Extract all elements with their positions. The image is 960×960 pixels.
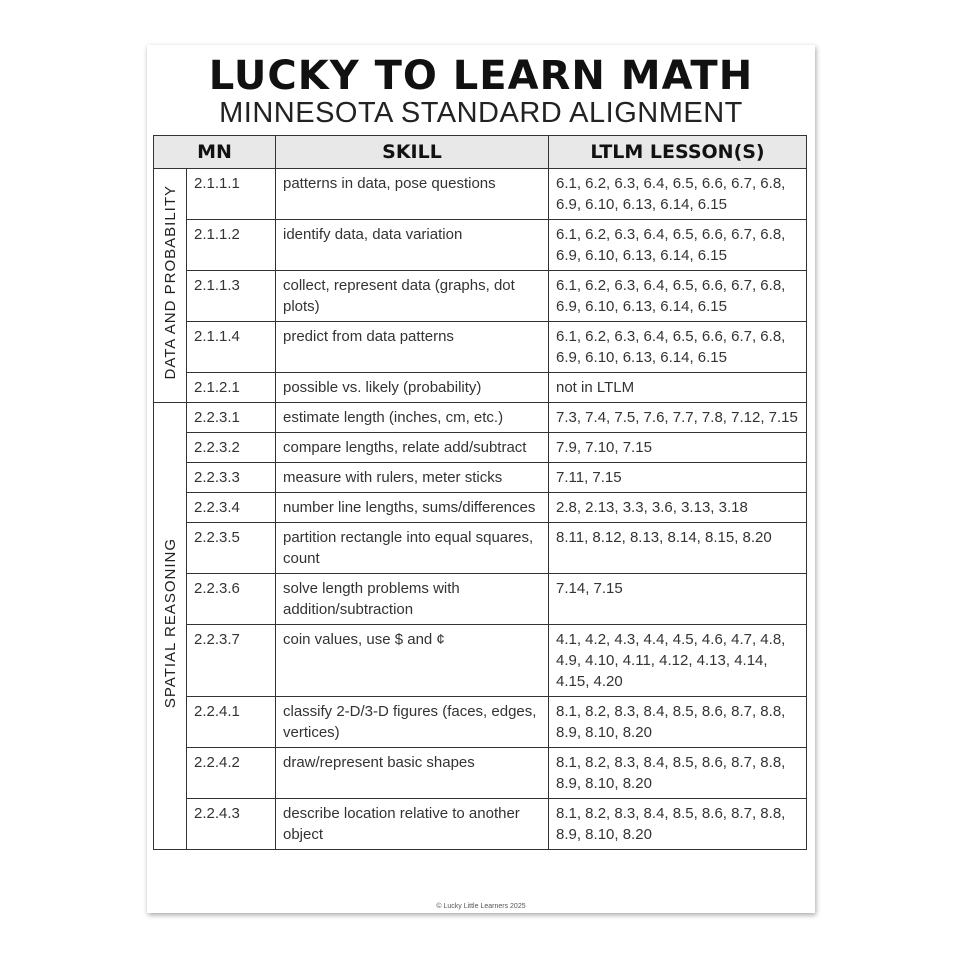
standard-code: 2.1.1.2 (187, 220, 276, 271)
standard-code: 2.2.4.2 (187, 748, 276, 799)
table-row (154, 574, 807, 625)
table-row (154, 169, 807, 220)
document-page (147, 45, 815, 913)
lesson-list: 8.11, 8.12, 8.13, 8.14, 8.15, 8.20 (549, 523, 807, 574)
standard-code: 2.2.3.1 (187, 403, 276, 433)
skill-description: measure with rulers, meter sticks (276, 463, 549, 493)
lesson-list: 6.1, 6.2, 6.3, 6.4, 6.5, 6.6, 6.7, 6.8, 6.9, 6.10, 6.13, 6.14, 6.15 (549, 169, 807, 220)
standard-code: 2.1.1.4 (187, 322, 276, 373)
table-row (154, 697, 807, 748)
header-skill: SKILL (276, 136, 549, 169)
table-row (154, 799, 807, 850)
skill-description: collect, represent data (graphs, dot plots) (276, 271, 549, 322)
skill-description: patterns in data, pose questions (276, 169, 549, 220)
table-row (154, 433, 807, 463)
standard-code: 2.2.4.1 (187, 697, 276, 748)
skill-description: solve length problems with addition/subtraction (276, 574, 549, 625)
table-row (154, 463, 807, 493)
standard-code: 2.2.3.6 (187, 574, 276, 625)
standard-code: 2.2.3.7 (187, 625, 276, 697)
table-row (154, 322, 807, 373)
skill-description: predict from data patterns (276, 322, 549, 373)
skill-description: identify data, data variation (276, 220, 549, 271)
lesson-list: 6.1, 6.2, 6.3, 6.4, 6.5, 6.6, 6.7, 6.8, 6.9, 6.10, 6.13, 6.14, 6.15 (549, 322, 807, 373)
skill-description: possible vs. likely (probability) (276, 373, 549, 403)
standard-code: 2.1.1.3 (187, 271, 276, 322)
skill-description: classify 2-D/3-D figures (faces, edges, vertices) (276, 697, 549, 748)
lesson-list: 7.9, 7.10, 7.15 (549, 433, 807, 463)
skill-description: estimate length (inches, cm, etc.) (276, 403, 549, 433)
page-subtitle: MINNESOTA STANDARD ALIGNMENT (219, 97, 743, 129)
group-label-cell (154, 403, 187, 850)
table-row (154, 220, 807, 271)
lesson-list: 2.8, 2.13, 3.3, 3.6, 3.13, 3.18 (549, 493, 807, 523)
standard-code: 2.2.3.2 (187, 433, 276, 463)
standard-code: 2.2.3.3 (187, 463, 276, 493)
alignment-table (153, 135, 807, 850)
page-title: LUCKY TO LEARN MATH (208, 53, 754, 99)
standard-code: 2.1.1.1 (187, 169, 276, 220)
skill-description: coin values, use $ and ¢ (276, 625, 549, 697)
table-row (154, 493, 807, 523)
table-row (154, 523, 807, 574)
header-lessons: LTLM LESSON(S) (549, 136, 807, 169)
lesson-list: 7.11, 7.15 (549, 463, 807, 493)
table-header-row (154, 136, 807, 169)
table-body (154, 169, 807, 850)
table-row (154, 271, 807, 322)
copyright-footer: © Lucky Little Learners 2025 (436, 903, 526, 910)
standard-code: 2.2.4.3 (187, 799, 276, 850)
standard-code: 2.1.2.1 (187, 373, 276, 403)
lesson-list: 7.3, 7.4, 7.5, 7.6, 7.7, 7.8, 7.12, 7.15 (549, 403, 807, 433)
group-label-cell (154, 169, 187, 403)
lesson-list: 8.1, 8.2, 8.3, 8.4, 8.5, 8.6, 8.7, 8.8, 8.9, 8.10, 8.20 (549, 799, 807, 850)
standard-code: 2.2.3.5 (187, 523, 276, 574)
skill-description: partition rectangle into equal squares, count (276, 523, 549, 574)
table-row (154, 748, 807, 799)
lesson-list: 6.1, 6.2, 6.3, 6.4, 6.5, 6.6, 6.7, 6.8, 6.9, 6.10, 6.13, 6.14, 6.15 (549, 220, 807, 271)
lesson-list: 8.1, 8.2, 8.3, 8.4, 8.5, 8.6, 8.7, 8.8, 8.9, 8.10, 8.20 (549, 748, 807, 799)
skill-description: describe location relative to another object (276, 799, 549, 850)
standard-code: 2.2.3.4 (187, 493, 276, 523)
group-label: SPATIAL REASONING (161, 537, 179, 709)
group-label: DATA AND PROBABILITY (161, 185, 179, 380)
lesson-list: 4.1, 4.2, 4.3, 4.4, 4.5, 4.6, 4.7, 4.8, 4.9, 4.10, 4.11, 4.12, 4.13, 4.14, 4.15, 4.20 (549, 625, 807, 697)
skill-description: draw/represent basic shapes (276, 748, 549, 799)
skill-description: number line lengths, sums/differences (276, 493, 549, 523)
lesson-list: not in LTLM (549, 373, 807, 403)
table-row (154, 625, 807, 697)
lesson-list: 6.1, 6.2, 6.3, 6.4, 6.5, 6.6, 6.7, 6.8, 6.9, 6.10, 6.13, 6.14, 6.15 (549, 271, 807, 322)
lesson-list: 7.14, 7.15 (549, 574, 807, 625)
table-row (154, 373, 807, 403)
lesson-list: 8.1, 8.2, 8.3, 8.4, 8.5, 8.6, 8.7, 8.8, 8.9, 8.10, 8.20 (549, 697, 807, 748)
skill-description: compare lengths, relate add/subtract (276, 433, 549, 463)
header-mn: MN (154, 136, 276, 169)
table-row (154, 403, 807, 433)
